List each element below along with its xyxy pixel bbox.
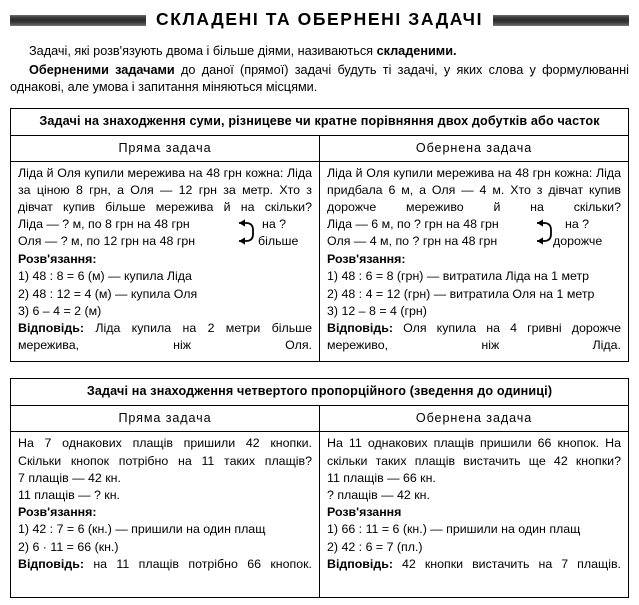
table-2-cell-inverse [320,432,629,598]
answer-label: Відповідь: [327,320,393,335]
table-row [11,161,629,362]
intro-paragraph-1: Задачі, які розв'язують двома і більше діями, називаються складеними. [29,44,457,58]
answer-line [18,556,312,573]
solution-label-text: Розв'язання: [18,252,97,267]
table-1-title: Задачі на знаходження суми, різницеве чи кратне порівняння двох добутків або часток [11,108,629,135]
title-rule-right-decoration [493,15,629,26]
schema-row-1: Ліда — 6 м, по ? грн на 48 грн [327,217,499,232]
schema-tag-top: на ? [565,217,590,232]
cell-bottom-spacer [18,573,312,590]
textbook-page [0,5,639,605]
solution-label-text: Розв'язання [327,505,402,520]
answer-text: Оля купила на 4 гривні дорожче мереживо, ніж Ліда. [327,320,621,353]
schema-tag-bottom: більше [258,234,299,249]
solution-step: 2) 42 : 6 = 7 (пл.) [327,539,423,554]
title-rule-left-decoration [10,15,146,26]
term-obernenymy-zadachamy: Оберненими задачами [29,62,175,77]
table-row [11,406,629,432]
schema-row-1: 11 плащів — 66 кн. [327,470,436,485]
solution-step: 2) 48 : 4 = 12 (грн) — витратила Оля на 1 метр [327,286,595,301]
table-2-cell-direct [11,432,320,598]
solution-label [327,504,621,521]
problem-statement: На 7 однакових плащів пришили 42 кнопки. Скільки кнопок потрібно на 11 таких плащів? [18,436,312,468]
solution-label [327,251,621,268]
answer-label: Відповідь: [18,320,84,335]
answer-label: Відповідь: [18,556,84,571]
problems-table-sum-comparison [10,108,629,363]
table-2-column-header-inverse: Обернена задача [320,406,629,432]
answer-line [327,556,621,573]
solution-step: 3) 6 – 4 = 2 (м) [18,303,102,318]
page-title-band [10,5,629,35]
schema-row-2: 11 плащів — ? кн. [18,487,120,502]
solution-label [18,504,312,521]
answer-text: 42 кнопки вистачить на 7 плащів. [402,556,621,571]
problem-schema-diagram [327,216,621,251]
answer-text: Ліда купила на 2 метри більше мережива, ніж Оля. [18,320,312,353]
problem-schema-diagram [18,216,312,251]
solution-step: 1) 48 : 6 = 8 (грн) — витратила Ліда на 1 метр [327,269,590,284]
schema-tag-top: на ? [262,217,287,232]
page-title: СКЛАДЕНІ ТА ОБЕРНЕНІ ЗАДАЧІ [155,9,484,30]
solution-step: 2) 6 · 11 = 66 (кн.) [18,539,119,554]
schema-row-1: 7 плащів — 42 кн. [18,470,121,485]
schema-row-2: Оля — 4 м, по ? грн на 48 грн [327,234,498,249]
solution-step: 1) 66 : 11 = 6 (кн.) — пришили на один плащ [327,522,581,537]
solution-label-text: Розв'язання: [327,252,406,267]
table-1-cell-direct [11,161,320,362]
term-skladenymy: складеними. [376,44,457,58]
answer-line [18,320,312,354]
schema-row-1: Ліда — ? м, по 8 грн на 48 грн [18,217,190,232]
table-row [11,108,629,135]
table-row [11,379,629,406]
schema-row-2: ? плащів — 42 кн. [327,487,430,502]
table-1-cell-inverse [320,161,629,362]
answer-text: на 11 плащів потрібно 66 кнопок. [93,556,312,571]
solution-step: 1) 42 : 7 = 6 (кн.) — пришили на один плащ [18,522,266,537]
answer-label: Відповідь: [327,556,393,571]
solution-step: 3) 12 – 8 = 4 (грн) [327,303,427,318]
problem-statement: Ліда й Оля купили мережива на 48 грн кожна: Ліда придбала 6 м, а Оля — 4 м. Хто з дівчат купив дорожче мереживо й на скільки? [327,165,621,214]
problems-table-fourth-proportional [10,378,629,598]
solution-step: 2) 48 : 12 = 4 (м) — купила Оля [18,286,198,301]
problem-statement: На 11 однакових плащів пришили 66 кнопок. На скільки таких плащів вистачить ще 42 кнопки? [327,436,621,468]
table-2-column-header-direct: Пряма задача [11,406,320,432]
intro-paragraph-2: Оберненими задачами до даної (прямої) задачі будуть ті задачі, у яких слова у формулюванні однакові, але умова і запитання міняються місцями. [10,62,629,94]
schema-row-2: Оля — ? м, по 12 грн на 48 грн [18,234,196,249]
table-row [11,432,629,598]
schema-tag-bottom: дорожче [553,234,603,249]
solution-label-text: Розв'язання: [18,505,97,520]
intro-section [10,43,629,97]
answer-line [327,320,621,354]
table-row [11,135,629,161]
solution-step: 1) 48 : 8 = 6 (м) — купила Ліда [18,269,192,284]
problem-statement: Ліда й Оля купили мережива на 48 грн кожна: Ліда за ціною 8 грн, а Оля — 12 грн за метр. Хто з дівчат купив більше мережива й на скільки? [18,165,312,214]
table-1-column-header-inverse: Обернена задача [320,135,629,161]
table-1-column-header-direct: Пряма задача [11,135,320,161]
table-2-title: Задачі на знаходження четвертого пропорційного (зведення до одиниці) [11,379,629,406]
solution-label [18,251,312,268]
